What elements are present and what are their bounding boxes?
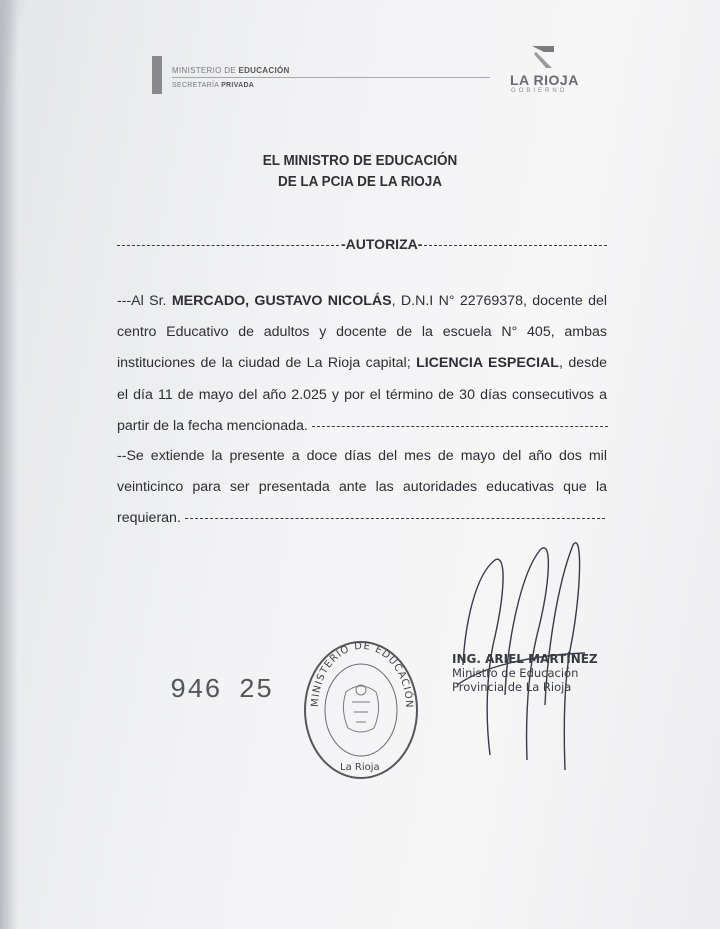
seal-bottom-text: La Rioja bbox=[340, 762, 380, 773]
letterhead-secretaria bbox=[172, 82, 254, 89]
p1-l3-suffix: , desde bbox=[558, 355, 607, 372]
ministry-bold: EDUCACIÓN bbox=[238, 66, 290, 75]
title-line-2: DE LA PCIA DE LA RIOJA bbox=[277, 174, 443, 190]
logo-text: LA RIOJA bbox=[510, 72, 579, 88]
paragraph1-line5 bbox=[117, 411, 607, 442]
signatory-stamp bbox=[452, 652, 598, 694]
paragraph1-line2: centro Educativo de adultos y docente de la escuela N° 405, ambas bbox=[117, 324, 607, 341]
autoriza-dash-right bbox=[419, 245, 607, 246]
title-line-1: EL MINISTRO DE EDUCACIÓN bbox=[262, 153, 458, 169]
paragraph-authorization bbox=[117, 286, 607, 442]
logo-subtext: GOBIERNO bbox=[511, 88, 568, 94]
letterhead-bar bbox=[152, 56, 162, 94]
ministry-prefix: MINISTERIO DE bbox=[172, 66, 236, 75]
p1-l5-text: partir de la fecha mencionada. bbox=[117, 417, 308, 434]
autoriza-row bbox=[117, 236, 607, 254]
signatory-province: Provincia de La Rioja bbox=[452, 680, 572, 694]
p1-l3-prefix: instituciones de la ciudad de La Rioja capital; bbox=[117, 355, 417, 372]
stamped-number: 946 25 bbox=[170, 676, 274, 706]
signatory-role: Ministro de Educación bbox=[452, 666, 579, 680]
p1-l1-prefix: ---Al Sr. bbox=[117, 293, 172, 309]
p2-fill-dash bbox=[185, 518, 605, 519]
signatory-name: ING. ARIEL MARTÍNEZ bbox=[452, 652, 598, 666]
autoriza-label: -AUTORIZA- bbox=[341, 236, 423, 252]
paragraph1-line3 bbox=[117, 348, 607, 379]
ministry-seal-icon bbox=[300, 632, 422, 782]
letterhead-ministry bbox=[172, 66, 290, 75]
license-type: LICENCIA ESPECIAL bbox=[416, 355, 559, 372]
seal-ring-text: MINISTERIO DE EDUCACIÓN bbox=[309, 640, 415, 709]
p1-l1-suffix: , D.N.I N° 22769378, docente del bbox=[391, 293, 608, 309]
paragraph2-line1: --Se extiende la presente a doce días del mes de mayo del año dos mil bbox=[117, 448, 607, 464]
la-rioja-logo-icon bbox=[530, 44, 556, 70]
secretaria-bold: PRIVADA bbox=[221, 82, 255, 89]
p1-fill-dash bbox=[312, 426, 608, 427]
employee-name: MERCADO, GUSTAVO NICOLÁS bbox=[171, 293, 392, 309]
p2-l3-text: requieran. bbox=[117, 510, 181, 527]
letterhead-rule bbox=[172, 77, 490, 78]
paragraph1-line4: el día 11 de mayo del año 2.025 y por el término de 30 días consecutivos a bbox=[117, 386, 607, 403]
paragraph2-line2: veinticinco para ser presentada ante las autoridades educativas que la bbox=[117, 479, 607, 496]
paragraph1-line1 bbox=[117, 286, 607, 317]
paragraph2-line3 bbox=[117, 503, 607, 534]
paragraph-issuance bbox=[117, 441, 607, 535]
autoriza-dash-left bbox=[117, 245, 339, 246]
secretaria-prefix: SECRETARÍA bbox=[172, 82, 219, 89]
page-edge-shadow bbox=[0, 0, 18, 929]
